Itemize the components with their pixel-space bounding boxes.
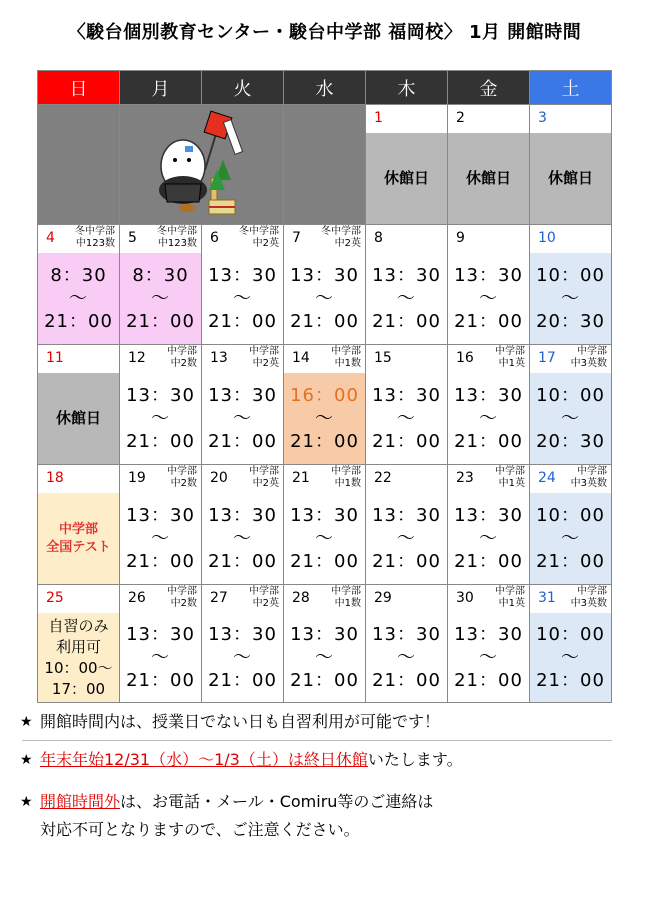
day-number: 8 xyxy=(374,230,383,246)
hours: 13：30 ～ 21：00 xyxy=(208,385,277,452)
day-cell-3 xyxy=(530,105,612,225)
class-tag: 中学部 中2英 xyxy=(249,466,279,489)
day-cell-6 xyxy=(202,225,284,345)
hours: 13：30 ～ 21：00 xyxy=(126,624,195,691)
star-icon: ★ xyxy=(20,714,33,730)
day-cell-23 xyxy=(448,465,530,585)
hours: 13：30 ～ 21：00 xyxy=(208,505,277,572)
day-number: 18 xyxy=(46,470,64,486)
star-icon: ★ xyxy=(20,752,33,768)
day-number: 19 xyxy=(128,470,146,486)
hours: 13：30 ～ 21：00 xyxy=(454,505,523,572)
day-number: 29 xyxy=(374,590,392,606)
class-tag: 中学部 中1数 xyxy=(331,586,361,609)
hours: 13：30 ～ 21：00 xyxy=(454,265,523,332)
calendar-grid xyxy=(37,70,612,703)
note-3: ★ 開館時間外は、お電話・メール・Comiru等のご連絡は 対応不可となりますので、ご注意ください。 xyxy=(20,788,620,844)
day-number: 23 xyxy=(456,470,474,486)
day-cell-27 xyxy=(202,585,284,703)
day-cell-21 xyxy=(284,465,366,585)
hours: 13：30 ～ 21：00 xyxy=(372,624,441,691)
day-number: 17 xyxy=(538,350,556,366)
day-number: 5 xyxy=(128,230,137,246)
hours: 13：30 ～ 21：00 xyxy=(372,265,441,332)
class-tag: 中学部 中1英 xyxy=(495,586,525,609)
weekday-header-sun: 日 xyxy=(38,71,120,105)
day-number: 13 xyxy=(210,350,228,366)
day-number: 7 xyxy=(292,230,301,246)
hours: 8：30 ～ 21：00 xyxy=(120,253,201,344)
closed-label: 休館日 xyxy=(55,409,101,427)
hours: 10：00 ～ 21：00 xyxy=(530,613,611,702)
hours: 13：30 ～ 21：00 xyxy=(454,385,523,452)
day-cell-18 xyxy=(38,465,120,585)
hours: 13：30 ～ 21：00 xyxy=(208,265,277,332)
day-number: 6 xyxy=(210,230,219,246)
after-hours-text: 開館時間外 xyxy=(40,792,121,811)
day-cell-17 xyxy=(530,345,612,465)
day-number: 21 xyxy=(292,470,310,486)
day-number: 25 xyxy=(46,590,64,606)
day-cell-10 xyxy=(530,225,612,345)
class-tag: 冬中学部 中123数 xyxy=(157,226,197,249)
day-cell-29 xyxy=(366,585,448,703)
hours: 13：30 ～ 21：00 xyxy=(126,385,195,452)
class-tag: 冬中学部 中2英 xyxy=(239,226,279,249)
empty-cell xyxy=(284,105,366,225)
day-cell-7 xyxy=(284,225,366,345)
class-tag: 冬中学部 中2英 xyxy=(321,226,361,249)
hours: 13：30 ～ 21：00 xyxy=(126,505,195,572)
day-number: 12 xyxy=(128,350,146,366)
day-cell-24 xyxy=(530,465,612,585)
day-number: 27 xyxy=(210,590,228,606)
day-number: 1 xyxy=(374,110,383,126)
day-cell-30 xyxy=(448,585,530,703)
star-icon: ★ xyxy=(20,794,33,810)
day-number: 16 xyxy=(456,350,474,366)
day-cell-25 xyxy=(38,585,120,703)
day-cell-26 xyxy=(120,585,202,703)
closed-label: 休館日 xyxy=(465,169,511,187)
day-cell-8 xyxy=(366,225,448,345)
class-tag: 中学部 中3英数 xyxy=(570,586,607,609)
day-cell-15 xyxy=(366,345,448,465)
weekday-header-wed: 水 xyxy=(284,71,366,105)
class-tag: 中学部 中2数 xyxy=(167,466,197,489)
day-cell-9 xyxy=(448,225,530,345)
class-tag: 中学部 中2数 xyxy=(167,346,197,369)
day-number: 15 xyxy=(374,350,392,366)
note-1: ★ 開館時間内は、授業日でない日も自習利用が可能です！ xyxy=(20,708,620,736)
hours: 13：30 ～ 21：00 xyxy=(454,624,523,691)
closed-label: 休館日 xyxy=(547,169,593,187)
hours: 13：30 ～ 21：00 xyxy=(372,385,441,452)
mascot-illustration-icon xyxy=(147,110,257,220)
class-tag: 中学部 中2英 xyxy=(249,586,279,609)
closed-label: 休館日 xyxy=(383,169,429,187)
note-2: ★ 年末年始12/31（水）～1/3（土）は終日休館いたします。 xyxy=(20,746,620,774)
notes xyxy=(20,708,620,844)
day-cell-22 xyxy=(366,465,448,585)
day-number: 3 xyxy=(538,110,547,126)
class-tag: 中学部 中1英 xyxy=(495,346,525,369)
day-number: 20 xyxy=(210,470,228,486)
hours: 10：00 ～ 20：30 xyxy=(530,253,611,344)
hours: 16：00 ～ 21：00 xyxy=(284,373,365,464)
day-number: 14 xyxy=(292,350,310,366)
self-study-label: 自習のみ 利用可 10：00～ 17：00 xyxy=(44,616,113,698)
weekday-header-sat: 土 xyxy=(530,71,612,105)
weekday-header-thu: 木 xyxy=(366,71,448,105)
day-cell-19 xyxy=(120,465,202,585)
weekday-header-tue: 火 xyxy=(202,71,284,105)
hours: 10：00 ～ 21：00 xyxy=(530,493,611,584)
day-number: 9 xyxy=(456,230,465,246)
day-number: 28 xyxy=(292,590,310,606)
day-cell-5 xyxy=(120,225,202,345)
day-cell-28 xyxy=(284,585,366,703)
class-tag: 中学部 中1英 xyxy=(495,466,525,489)
class-tag: 中学部 中1数 xyxy=(331,466,361,489)
test-label: 中学部 全国テスト xyxy=(46,521,111,555)
hours: 10：00 ～ 20：30 xyxy=(530,373,611,464)
day-cell-14 xyxy=(284,345,366,465)
day-cell-12 xyxy=(120,345,202,465)
day-cell-2 xyxy=(448,105,530,225)
hours: 13：30 ～ 21：00 xyxy=(290,624,359,691)
day-cell-11 xyxy=(38,345,120,465)
day-number: 31 xyxy=(538,590,556,606)
class-tag: 中学部 中3英数 xyxy=(570,346,607,369)
day-number: 2 xyxy=(456,110,465,126)
hours: 8：30 ～ 21：00 xyxy=(38,253,119,344)
day-number: 11 xyxy=(46,350,64,366)
class-tag: 中学部 中2数 xyxy=(167,586,197,609)
weekday-header-mon: 月 xyxy=(120,71,202,105)
page-title: 〈駿台個別教育センター・駿台中学部 福岡校〉 1月 開館時間 xyxy=(67,22,582,43)
day-cell-13 xyxy=(202,345,284,465)
class-tag: 中学部 中2英 xyxy=(249,346,279,369)
hours: 13：30 ～ 21：00 xyxy=(208,624,277,691)
day-cell-31 xyxy=(530,585,612,703)
holiday-closure-text: 年末年始12/31（水）～1/3（土）は終日休館 xyxy=(40,750,368,769)
day-cell-20 xyxy=(202,465,284,585)
class-tag: 冬中学部 中123数 xyxy=(75,226,115,249)
class-tag: 中学部 中3英数 xyxy=(570,466,607,489)
class-tag: 中学部 中1数 xyxy=(331,346,361,369)
day-number: 4 xyxy=(46,230,55,246)
day-number: 30 xyxy=(456,590,474,606)
day-number: 26 xyxy=(128,590,146,606)
empty-cell xyxy=(38,105,120,225)
day-cell-1 xyxy=(366,105,448,225)
hours: 13：30 ～ 21：00 xyxy=(290,265,359,332)
mascot-cell xyxy=(120,105,284,225)
hours: 13：30 ～ 21：00 xyxy=(372,505,441,572)
weekday-header-fri: 金 xyxy=(448,71,530,105)
day-cell-4 xyxy=(38,225,120,345)
hours: 13：30 ～ 21：00 xyxy=(290,505,359,572)
day-cell-16 xyxy=(448,345,530,465)
day-number: 10 xyxy=(538,230,556,246)
day-number: 22 xyxy=(374,470,392,486)
day-number: 24 xyxy=(538,470,556,486)
